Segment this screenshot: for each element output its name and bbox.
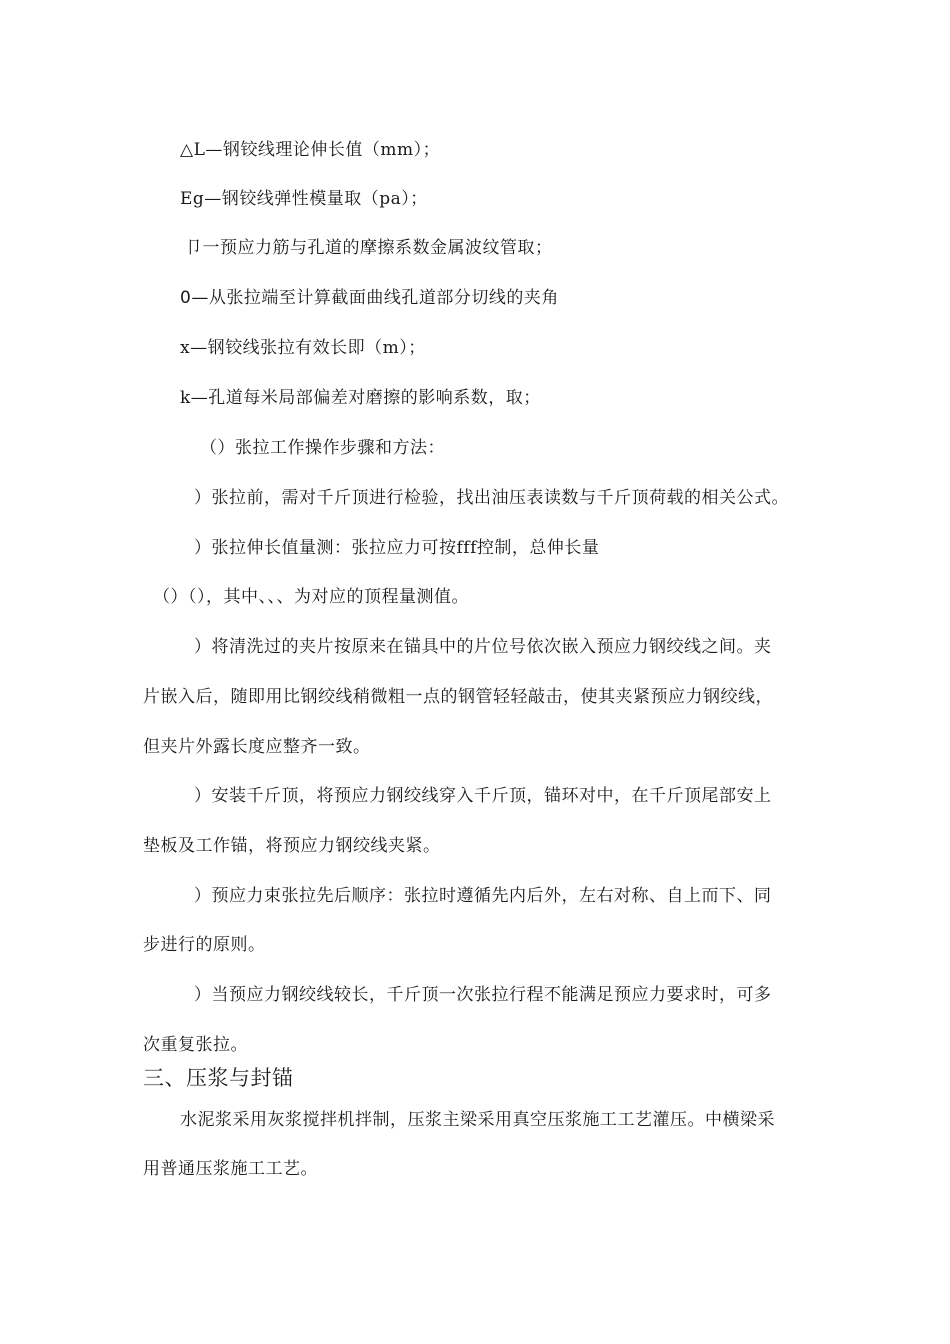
step-3-line-3: 但夹片外露长度应整齐一致。 xyxy=(143,737,371,757)
step-2-line-1: ）张拉伸长值量测：张拉应力可按fff控制，总伸长量 xyxy=(194,538,600,558)
step-5-line-2: 步进行的原则。 xyxy=(143,935,266,955)
step-3-line-2: 片嵌入后，随即用比钢绞线稍微粗一点的钢管轻轻敲击，使其夹紧预应力钢绞线， xyxy=(143,687,773,707)
step-2-line-2: （）（），其中、、、为对应的顶程量测值。 xyxy=(153,587,469,607)
step-4-line-1: ）安装千斤顶，将预应力钢绞线穿入千斤顶，锚环对中，在千斤顶尾部安上 xyxy=(194,786,772,806)
step-6-line-2: 次重复张拉。 xyxy=(143,1035,248,1055)
definition-k: k—孔道每米局部偏差对磨擦的影响系数，取； xyxy=(180,388,541,408)
step-4-line-2: 垫板及工作锚，将预应力钢绞线夹紧。 xyxy=(143,836,441,856)
step-6-line-1: ）当预应力钢绞线较长，千斤顶一次张拉行程不能满足预应力要求时，可多 xyxy=(194,985,772,1005)
section-title-steps: （）张拉工作操作步骤和方法： xyxy=(200,438,445,458)
step-1: ）张拉前，需对千斤顶进行检验，找出油压表读数与千斤顶荷载的相关公式。 xyxy=(194,488,789,508)
definition-mu: 卩一预应力筋与孔道的摩擦系数金属波纹管取； xyxy=(185,238,553,258)
definition-delta-l: △L—钢铰线理论伸长值（mm）； xyxy=(180,140,441,160)
grout-line-1: 水泥浆采用灰浆搅拌机拌制，压浆主梁采用真空压浆施工工艺灌压。中横梁采 xyxy=(180,1110,775,1130)
step-3-line-1: ）将清洗过的夹片按原来在锚具中的片位号依次嵌入预应力钢绞线之间。夹 xyxy=(194,637,772,657)
heading-grouting-anchoring: 三、压浆与封锚 xyxy=(143,1066,294,1090)
grout-line-2: 用普通压浆施工工艺。 xyxy=(143,1159,318,1179)
definition-eg: Eg—钢铰线弹性模量取（pa）； xyxy=(180,189,428,209)
definition-theta: 0—从张拉端至计算截面曲线孔道部分切线的夹角 xyxy=(180,288,559,308)
definition-x: x—钢铰线张拉有效长即（m）； xyxy=(180,338,426,358)
step-5-line-1: ）预应力束张拉先后顺序：张拉时遵循先内后外，左右对称、自上而下、同 xyxy=(194,886,772,906)
